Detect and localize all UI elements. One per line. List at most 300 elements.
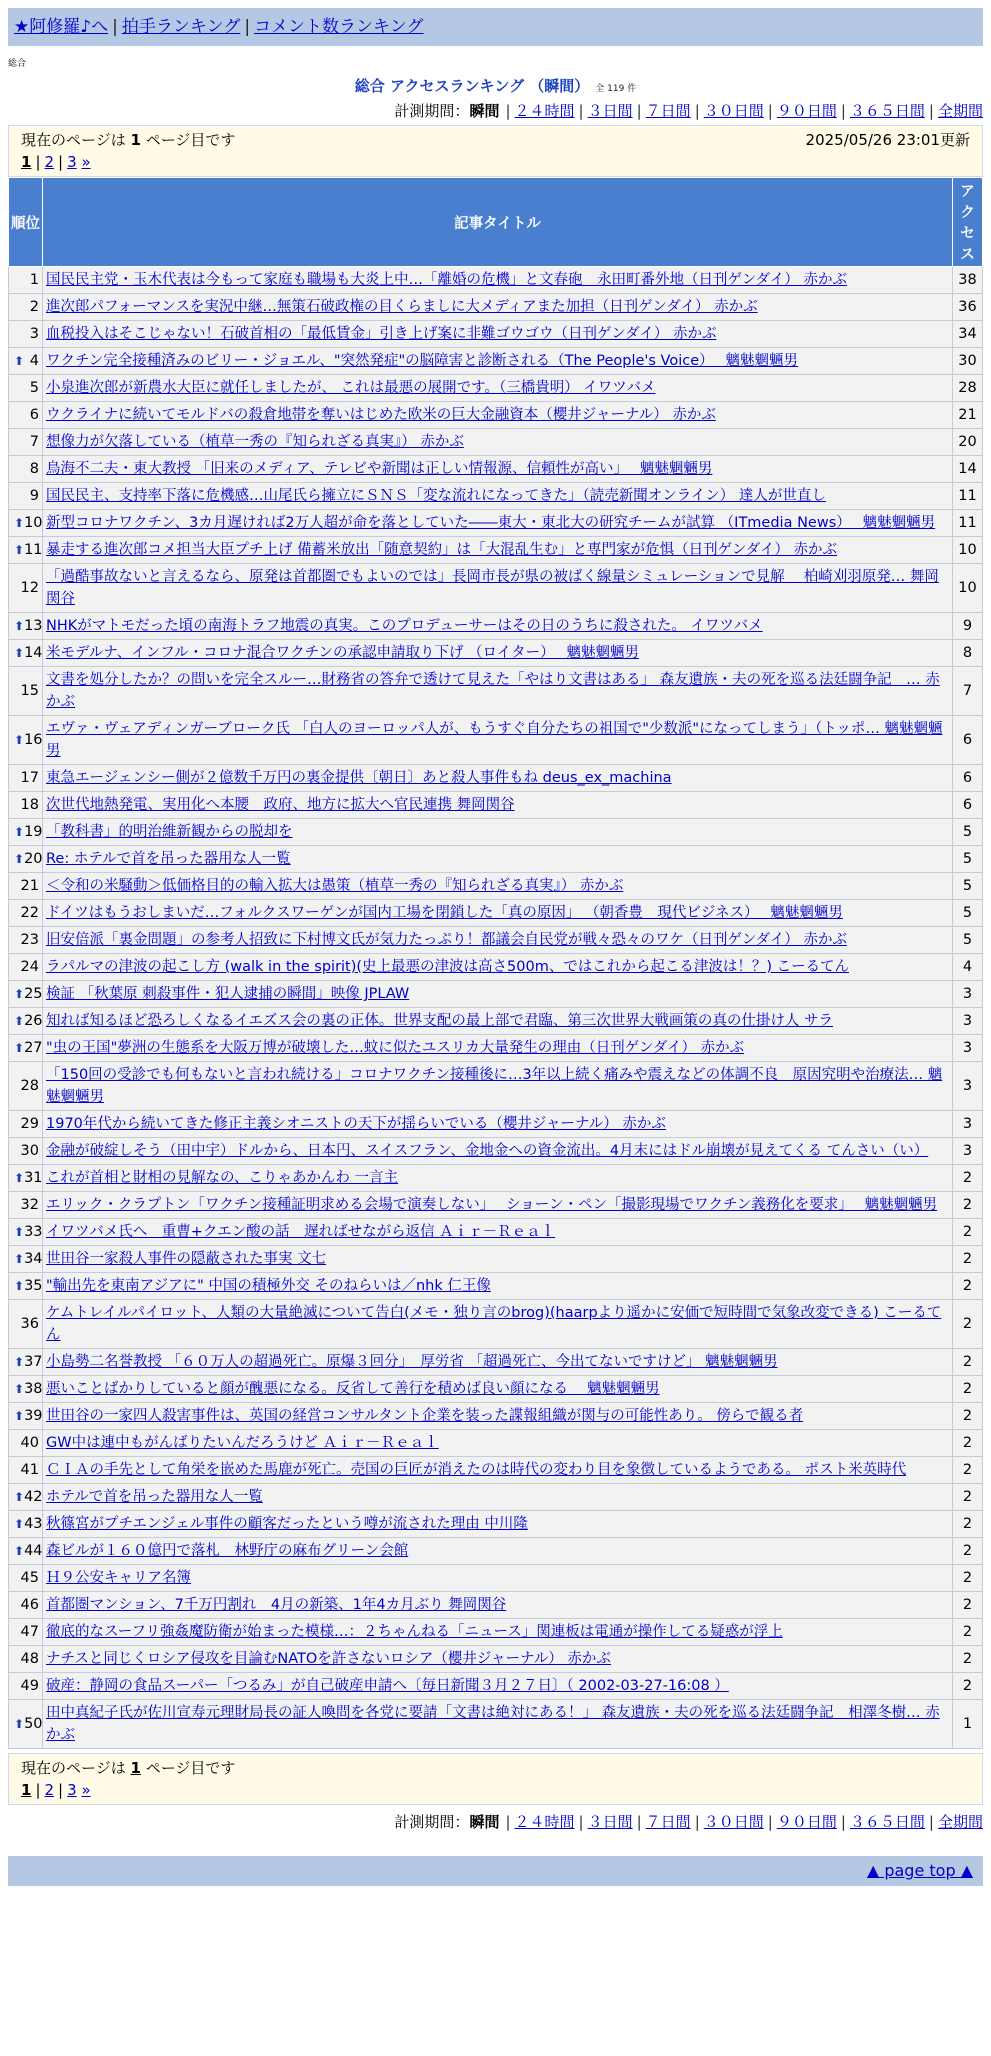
title-cell — [43, 321, 953, 348]
access-count: 2 — [953, 1165, 983, 1192]
table-row — [9, 267, 983, 294]
access-count: 11 — [953, 510, 983, 537]
table-row — [9, 402, 983, 429]
article-link[interactable]: ドイツはもうおしまいだ…フォルクスワーゲンが国内工場を閉鎖した「真の原因」 （朝香豊 現代ビジネス） 魑魅魍魎男 — [46, 905, 843, 921]
title-cell — [43, 348, 953, 375]
period-link[interactable]: 全期間 — [937, 102, 983, 120]
page-link[interactable]: 3 — [67, 1781, 77, 1799]
period-link[interactable]: 全期間 — [937, 1813, 983, 1831]
title-cell — [43, 1484, 953, 1511]
period-link[interactable]: ７日間 — [645, 102, 691, 120]
title-cell — [43, 1700, 953, 1749]
title-cell — [43, 402, 953, 429]
up-arrow-icon: ⬆ — [14, 354, 25, 368]
rank-number: 41 — [20, 1462, 39, 1478]
up-arrow-icon: ⬆ — [14, 1490, 25, 1504]
rank-cell — [9, 429, 43, 456]
table-row — [9, 873, 983, 900]
article-link[interactable]: 金融が破綻しそう（田中宇）ドルから、日本円、スイスフラン、金地金への資金流出。4月末にはドル崩壊が見えてくる てんさい（い） — [46, 1143, 929, 1159]
table-row — [9, 1565, 983, 1592]
article-link[interactable]: 森ビルが１６０億円で落札 林野庁の麻布グリーン会館 — [46, 1543, 409, 1559]
rank-cell — [9, 792, 43, 819]
table-row — [9, 819, 983, 846]
title-cell — [43, 1300, 953, 1349]
up-arrow-icon: ⬆ — [14, 1252, 25, 1266]
table-row — [9, 954, 983, 981]
article-link[interactable]: 国民民主党・玉木代表は今もって家庭も職場も大炎上中…「離婚の危機」と文春砲 永田町番外地（日刊ゲンダイ） 赤かぶ — [46, 272, 847, 288]
title-cell — [43, 640, 953, 667]
table-row — [9, 927, 983, 954]
up-arrow-icon: ⬆ — [14, 825, 25, 839]
access-count: 21 — [953, 402, 983, 429]
rank-cell — [9, 1403, 43, 1430]
page-link[interactable]: 2 — [44, 1781, 55, 1799]
rank-cell — [9, 927, 43, 954]
table-row — [9, 456, 983, 483]
period-link[interactable]: ２４時間 — [514, 1813, 575, 1831]
top-navigation: ★阿修羅♪へ | 拍手ランキング | コメント数ランキング — [8, 8, 983, 46]
article-link[interactable]: 国民民主、支持率下落に危機感…山尾氏ら擁立にＳＮＳ「変な流れになってきた」（読売新聞オンライン） 達人が世直し — [46, 488, 826, 504]
article-link[interactable]: 田中真紀子氏が佐川宣寿元理財局長の証人喚問を各党に要請「文書は絶対にある！」 森友遺族・夫の死を巡る法廷闘争記 相澤冬樹… 赤かぶ — [46, 1705, 940, 1743]
rank-cell — [9, 1565, 43, 1592]
pagination-bottom — [21, 1779, 970, 1801]
up-arrow-icon: ⬆ — [14, 733, 25, 747]
rank-cell — [9, 1138, 43, 1165]
rank-cell — [9, 900, 43, 927]
article-link[interactable]: 想像力が欠落している（植草一秀の『知られざる真実』） 赤かぶ — [46, 434, 464, 450]
rank-number: 16 — [24, 732, 43, 748]
rank-cell — [9, 1646, 43, 1673]
access-count: 3 — [953, 1008, 983, 1035]
table-row — [9, 1673, 983, 1700]
rank-cell — [9, 537, 43, 564]
rank-number: 33 — [24, 1224, 43, 1240]
article-link[interactable]: イワツバメ氏へ 重曹+クエン酸の話 遅ればせながら返信 Ａｉｒ－Ｒｅａｌ — [46, 1224, 556, 1240]
period-link[interactable]: ７日間 — [645, 1813, 691, 1831]
access-count: 5 — [953, 927, 983, 954]
rank-number: 12 — [20, 580, 39, 596]
separator: | — [35, 153, 41, 171]
title-cell — [43, 537, 953, 564]
rank-number: 45 — [20, 1570, 39, 1586]
article-link[interactable]: ＣＩＡの手先として角栄を嵌めた馬鹿が死亡。売国の巨匠が消えたのは時代の変わり目を象徴しているようである。 ポスト米英時代 — [46, 1462, 907, 1478]
article-link[interactable]: 小泉進次郎が新農水大臣に就任しましたが、 これは最悪の展開です。（三橋貴明） イワツバメ — [46, 380, 656, 396]
article-link[interactable]: 米モデルナ、インフル・コロナ混合ワクチンの承認申請取り下げ （ロイター） 魑魅魍魎男 — [46, 645, 639, 661]
period-link[interactable]: ９０日間 — [776, 102, 837, 120]
separator: | — [928, 1813, 934, 1831]
table-row — [9, 1246, 983, 1273]
article-link[interactable]: これが首相と財相の見解なの、こりゃあかんわ 一言主 — [46, 1170, 399, 1186]
rank-cell — [9, 846, 43, 873]
home-link[interactable]: ★阿修羅♪へ — [14, 17, 109, 37]
article-link[interactable]: NHKがマトモだった頃の南海トラフ地震の真実。このプロデューサーはその日のうちに殺された。 イワツバメ — [46, 618, 763, 634]
access-count: 2 — [953, 1376, 983, 1403]
title-cell — [43, 981, 953, 1008]
title-cell — [43, 429, 953, 456]
rank-number: 20 — [24, 851, 43, 867]
rank-number: 4 — [29, 353, 39, 369]
title-cell — [43, 1192, 953, 1219]
access-count: 2 — [953, 1673, 983, 1700]
article-link[interactable]: ホテルで首を吊った器用な人一覧 — [46, 1489, 263, 1505]
rank-number: 28 — [20, 1078, 39, 1094]
title-cell — [43, 1062, 953, 1111]
access-count: 2 — [953, 1219, 983, 1246]
rank-cell — [9, 981, 43, 1008]
table-row — [9, 1273, 983, 1300]
rank-number: 21 — [20, 878, 39, 894]
rank-cell — [9, 954, 43, 981]
article-link[interactable]: 進次郎パフォーマンスを実況中継…無策石破政権の目くらましに大メディアまた加担（日刊ゲンダイ） 赤かぶ — [46, 299, 758, 315]
separator: | — [578, 102, 584, 120]
up-arrow-icon: ⬆ — [14, 619, 25, 633]
article-link[interactable]: 知れば知るほど恐ろしくなるイエズス会の裏の正体。世界支配の最上部で君臨、第三次世界大戦画策の真の仕掛け人 サラ — [46, 1013, 834, 1029]
rank-cell — [9, 716, 43, 765]
article-link[interactable]: 文書を処分したか？の問いを完全スルー…財務省の答弁で透けて見えた「やはり文書はある」 森友遺族・夫の死を巡る法廷闘争記 … 赤かぶ — [46, 672, 940, 710]
article-link[interactable]: "虫の王国"夢洲の生態系を大阪万博が破壊した…蚊に似たユスリカ大量発生の理由（日刊ゲンダイ） 赤かぶ — [46, 1040, 745, 1056]
rank-cell — [9, 1376, 43, 1403]
access-header: アクセス — [953, 178, 983, 267]
table-row — [9, 765, 983, 792]
ranking-table — [8, 177, 983, 1749]
rank-cell — [9, 402, 43, 429]
title-cell — [43, 716, 953, 765]
table-row — [9, 1619, 983, 1646]
table-row — [9, 1457, 983, 1484]
page-link[interactable]: 2 — [44, 153, 55, 171]
rank-number: 11 — [24, 542, 43, 558]
title-cell — [43, 294, 953, 321]
rank-number: 39 — [24, 1408, 43, 1424]
up-arrow-icon: ⬆ — [14, 1171, 25, 1185]
rank-number: 8 — [29, 461, 39, 477]
table-row — [9, 483, 983, 510]
access-count: 3 — [953, 981, 983, 1008]
period-selector — [8, 100, 983, 121]
rank-cell — [9, 1219, 43, 1246]
title-cell — [43, 510, 953, 537]
rank-number: 47 — [20, 1624, 39, 1640]
comment-ranking-link[interactable]: コメント数ランキング — [254, 17, 424, 37]
access-count: 7 — [953, 667, 983, 716]
access-count: 2 — [953, 1457, 983, 1484]
separator: | — [767, 1813, 773, 1831]
up-arrow-icon: ⬆ — [14, 1544, 25, 1558]
access-count: 2 — [953, 1646, 983, 1673]
access-count: 2 — [953, 1484, 983, 1511]
period-link[interactable]: ３６５日間 — [849, 102, 925, 120]
up-arrow-icon: ⬆ — [14, 987, 25, 1001]
access-count: 6 — [953, 716, 983, 765]
article-link[interactable]: ラパルマの津波の起こし方 (walk in the spirit)(史上最悪の津波は高さ500m、ではこれから起こる津波は！？) こーるてん — [46, 959, 849, 975]
table-row — [9, 1165, 983, 1192]
article-link[interactable]: 首都圏マンション、7千万円割れ 4月の新築、1年4カ月ぶり 舞岡関谷 — [46, 1597, 507, 1613]
rank-number: 23 — [20, 932, 39, 948]
up-arrow-icon: ⬆ — [14, 1517, 25, 1531]
article-link[interactable]: ワクチン完全接種済みのビリー・ジョエル、"突然発症"の脳障害と診断される（The People's Voice） 魑魅魍魎男 — [46, 353, 799, 369]
title-cell — [43, 1538, 953, 1565]
access-count: 5 — [953, 846, 983, 873]
rank-number: 26 — [24, 1013, 43, 1029]
article-link[interactable]: 悪いことばかりしていると顔が醜悪になる。反省して善行を積めば良い顔になる 魑魅魍魎男 — [46, 1381, 660, 1397]
article-link[interactable]: 血税投入はそこじゃない！石破首相の「最低賃金」引き上げ案に非難ゴウゴウ（日刊ゲンダイ） 赤かぶ — [46, 326, 717, 342]
rank-cell — [9, 1511, 43, 1538]
rank-cell — [9, 1592, 43, 1619]
access-count: 2 — [953, 1592, 983, 1619]
table-row — [9, 846, 983, 873]
access-count: 38 — [953, 267, 983, 294]
table-row — [9, 1403, 983, 1430]
rank-number: 46 — [20, 1597, 39, 1613]
pagination — [21, 151, 970, 173]
rank-cell — [9, 294, 43, 321]
separator: | — [505, 1813, 511, 1831]
rank-number: 6 — [29, 407, 39, 423]
title-cell — [43, 765, 953, 792]
title-cell — [43, 1349, 953, 1376]
rank-number: 34 — [24, 1251, 43, 1267]
up-arrow-icon: ⬆ — [14, 852, 25, 866]
applause-ranking-link[interactable]: 拍手ランキング — [121, 17, 241, 37]
period-link[interactable]: ２４時間 — [514, 102, 575, 120]
article-link[interactable]: 小島勢二名誉教授 「６０万人の超過死亡。原爆３回分」 厚労省 「超過死亡、今出てないですけど」 魑魅魍魎男 — [46, 1354, 778, 1370]
title-cell — [43, 819, 953, 846]
article-link[interactable]: Ｈ９公安キャリア名簿 — [46, 1570, 191, 1586]
rank-number: 37 — [24, 1354, 43, 1370]
title-cell — [43, 1673, 953, 1700]
page-info-bar-bottom — [8, 1753, 983, 1805]
article-link[interactable]: 「過酷事故ないと言えるなら、原発は首都圏でもよいのでは」長岡市長が県の被ばく線量シミュレーションで見解 柏崎刈羽原発… 舞岡関谷 — [46, 569, 939, 607]
access-count: 2 — [953, 1403, 983, 1430]
up-arrow-icon: ⬆ — [14, 1041, 25, 1055]
up-arrow-icon: ⬆ — [14, 1409, 25, 1423]
article-link[interactable]: エリック・クラプトン「ワクチン接種証明求める会場で演奏しない」 ショーン・ペン「撮影現場でワクチン義務化を要求」 魑魅魍魎男 — [46, 1197, 938, 1213]
title-cell — [43, 1138, 953, 1165]
access-count: 10 — [953, 537, 983, 564]
article-link[interactable]: ナチスと同じくロシア侵攻を目論むNATOを許さないロシア（櫻井ジャーナル） 赤かぶ — [46, 1651, 611, 1667]
access-count: 10 — [953, 564, 983, 613]
title-cell — [43, 1008, 953, 1035]
rank-number: 5 — [29, 380, 39, 396]
period-link[interactable]: ３日間 — [587, 102, 633, 120]
up-arrow-icon: ⬆ — [14, 1382, 25, 1396]
rank-cell — [9, 510, 43, 537]
rank-number: 17 — [20, 770, 39, 786]
table-row — [9, 1376, 983, 1403]
rank-cell — [9, 483, 43, 510]
article-link[interactable]: 世田谷の一家四人殺害事件は、英国の経営コンサルタント企業を装った諜報組織が関与の可能性あり。 傍らで観る者 — [46, 1408, 804, 1424]
rank-number: 30 — [20, 1143, 39, 1159]
separator: | — [636, 102, 642, 120]
article-link[interactable]: 暴走する進次郎コメ担当大臣プチ上げ 備蓄米放出「随意契約」は「大混乱生む」と専門家が危惧（日刊ゲンダイ） 赤かぶ — [46, 542, 838, 558]
table-row — [9, 1035, 983, 1062]
title-cell — [43, 1273, 953, 1300]
access-count: 30 — [953, 348, 983, 375]
rank-cell — [9, 1062, 43, 1111]
rank-number: 44 — [24, 1543, 43, 1559]
page-link[interactable]: 3 — [67, 153, 77, 171]
table-row — [9, 348, 983, 375]
table-row — [9, 981, 983, 1008]
rank-cell — [9, 1619, 43, 1646]
article-link[interactable]: 世田谷一家殺人事件の隠蔽された事実 文七 — [46, 1251, 327, 1267]
article-link[interactable]: ＜令和の米騒動＞低価格目的の輸入拡大は愚策（植草一秀の『知られざる真実』） 赤かぶ — [46, 878, 624, 894]
rank-number: 36 — [20, 1316, 39, 1332]
title-cell — [43, 267, 953, 294]
rank-number: 1 — [29, 272, 39, 288]
table-row — [9, 1219, 983, 1246]
separator: | — [694, 1813, 700, 1831]
access-count: 3 — [953, 1111, 983, 1138]
access-count: 20 — [953, 429, 983, 456]
rank-number: 25 — [24, 986, 43, 1002]
current-page: 1 — [21, 1781, 32, 1799]
access-count: 9 — [953, 613, 983, 640]
article-link[interactable]: 「教科書」的明治維新観からの脱却を — [46, 824, 293, 840]
table-row — [9, 294, 983, 321]
rank-cell — [9, 1484, 43, 1511]
period-link[interactable]: ９０日間 — [776, 1813, 837, 1831]
title-cell — [43, 1430, 953, 1457]
separator: | — [840, 1813, 846, 1831]
period-link[interactable]: ３日間 — [587, 1813, 633, 1831]
next-page-link[interactable]: » — [81, 1781, 91, 1799]
access-count: 1 — [953, 1700, 983, 1749]
period-label: 計測期間： — [394, 102, 470, 120]
article-link[interactable]: 検証 「秋葉原 刺殺事件・犯人逮捕の瞬間」映像 JPLAW — [46, 986, 410, 1002]
page-title-row — [0, 75, 991, 96]
rank-cell — [9, 667, 43, 716]
title-cell — [43, 1111, 953, 1138]
rank-number: 18 — [20, 797, 39, 813]
separator: | — [505, 102, 511, 120]
article-link[interactable]: 徹底的なスーフリ強姦魔防衛が始まった模様…：２ちゃんねる「ニュース」関連板は電通が操作してる疑惑が浮上 — [46, 1624, 783, 1640]
article-link[interactable]: 秋篠宮がプチエンジェル事件の顧客だったという噂が流された理由 中川隆 — [46, 1516, 528, 1532]
access-count: 5 — [953, 819, 983, 846]
table-row — [9, 1538, 983, 1565]
article-link[interactable]: 1970年代から続いてきた修正主義シオニストの天下が揺らいでいる（櫻井ジャーナル） 赤かぶ — [46, 1116, 666, 1132]
separator: | — [58, 153, 64, 171]
access-count: 2 — [953, 1538, 983, 1565]
article-link[interactable]: エヴァ・ヴェアディンガーブローク氏 「白人のヨーロッパ人が、もうすぐ自分たちの祖国で"少数派"になってしまう」（トッポ… 魑魅魍魎男 — [46, 721, 943, 759]
title-cell — [43, 1219, 953, 1246]
article-link[interactable]: ウクライナに続いてモルドバの殺倉地帯を奪いはじめた欧米の巨大金融資本（櫻井ジャーナル） 赤かぶ — [46, 407, 716, 423]
up-arrow-icon: ⬆ — [14, 543, 25, 557]
title-cell — [43, 954, 953, 981]
access-count: 2 — [953, 1300, 983, 1349]
rank-cell — [9, 1111, 43, 1138]
category-label: 総合 — [8, 59, 27, 69]
table-row — [9, 537, 983, 564]
rank-cell — [9, 1273, 43, 1300]
rank-number: 49 — [20, 1678, 39, 1694]
up-arrow-icon: ⬆ — [14, 1225, 25, 1239]
access-count: 3 — [953, 1138, 983, 1165]
article-link[interactable]: GW中は連中もがんばりたいんだろうけど Ａｉｒ－Ｒｅａｌ — [46, 1435, 439, 1451]
period-selector-bottom — [8, 1811, 983, 1832]
title-cell — [43, 613, 953, 640]
article-link[interactable]: 破産：静岡の食品スーパー「つるみ」が自己破産申請へ〔毎日新聞３月２７日〕（ 2002-03-27-16:08 ） — [46, 1678, 729, 1694]
table-row — [9, 1192, 983, 1219]
rank-cell — [9, 613, 43, 640]
period-link[interactable]: ３０日間 — [703, 102, 764, 120]
rank-number: 2 — [29, 299, 39, 315]
article-link[interactable]: 新型コロナワクチン、3カ月遅ければ2万人超が命を落としていた――東大・東北大の研究チームが試算 （ITmedia News） 魑魅魍魎男 — [46, 515, 936, 531]
access-count: 2 — [953, 1511, 983, 1538]
access-count: 2 — [953, 1273, 983, 1300]
title-cell — [43, 1246, 953, 1273]
rank-cell — [9, 1700, 43, 1749]
rank-cell — [9, 1457, 43, 1484]
table-row — [9, 640, 983, 667]
title-cell — [43, 1565, 953, 1592]
page-info-bar — [8, 125, 983, 177]
period-link[interactable]: ３０日間 — [703, 1813, 764, 1831]
article-link[interactable]: 「150回の受診でも何もないと言われ続ける」コロナワクチン接種後に…3年以上続く痛みや震えなどの体調不良 原因究明や治療法… 魑魅魍魎男 — [46, 1067, 943, 1105]
rank-cell — [9, 1165, 43, 1192]
access-count: 2 — [953, 1619, 983, 1646]
rank-number: 35 — [24, 1278, 43, 1294]
table-row — [9, 1008, 983, 1035]
access-count: 28 — [953, 375, 983, 402]
article-link[interactable]: ケムトレイルパイロット、人類の大量絶滅について告白(メモ・独り言のbrog)(haarpより遥かに安価で短時間で気象改変できる) こーるてん — [46, 1305, 942, 1343]
period-link[interactable]: ３６５日間 — [849, 1813, 925, 1831]
rank-number: 42 — [24, 1489, 43, 1505]
page-top-link[interactable]: ▲ page top ▲ — [866, 1861, 973, 1880]
table-row — [9, 1300, 983, 1349]
separator: | — [928, 102, 934, 120]
title-cell — [43, 1511, 953, 1538]
separator: | — [694, 102, 700, 120]
access-count: 6 — [953, 765, 983, 792]
title-cell — [43, 1457, 953, 1484]
rank-number: 31 — [24, 1170, 43, 1186]
rank-cell — [9, 819, 43, 846]
article-link[interactable]: Re: ホテルで首を吊った器用な人一覧 — [46, 851, 291, 867]
rank-number: 27 — [24, 1040, 43, 1056]
access-count: 5 — [953, 900, 983, 927]
access-count: 2 — [953, 1430, 983, 1457]
access-count: 3 — [953, 1035, 983, 1062]
access-count: 8 — [953, 640, 983, 667]
period-current: 瞬間 — [469, 102, 500, 120]
title-cell — [43, 927, 953, 954]
rank-cell — [9, 564, 43, 613]
article-link[interactable]: 旧安倍派「裏金問題」の参考人招致に下村博文氏が気力たっぷり！都議会自民党が戦々恐々のワケ（日刊ゲンダイ） 赤かぶ — [46, 932, 847, 948]
article-link[interactable]: 次世代地熱発電、実用化へ本腰 政府、地方に拡大へ官民連携 舞岡関谷 — [46, 797, 515, 813]
separator: | — [578, 1813, 584, 1831]
article-link[interactable]: 東急エージェンシー側が２億数千万円の裏金提供〔朝日〕あと殺人事件もね deus_ex_machina — [46, 770, 672, 786]
rank-cell — [9, 1035, 43, 1062]
title-header: 記事タイトル — [43, 178, 953, 267]
rank-cell — [9, 1246, 43, 1273]
article-link[interactable]: 鳥海不二夫・東大教授 「旧来のメディア、テレビや新聞は正しい情報源、信頼性が高い」 魑魅魍魎男 — [46, 461, 713, 477]
rank-cell — [9, 640, 43, 667]
rank-cell — [9, 456, 43, 483]
access-count: 2 — [953, 1192, 983, 1219]
next-page-link[interactable]: » — [81, 153, 91, 171]
article-link[interactable]: "輸出先を東南アジアに" 中国の積極外交 そのねらいは／nhk 仁王像 — [46, 1278, 491, 1294]
table-row — [9, 1592, 983, 1619]
rank-number: 50 — [24, 1716, 43, 1732]
access-count: 5 — [953, 873, 983, 900]
rank-cell — [9, 1300, 43, 1349]
up-arrow-icon: ⬆ — [14, 1355, 25, 1369]
table-row — [9, 1646, 983, 1673]
rank-cell — [9, 375, 43, 402]
table-row — [9, 429, 983, 456]
table-row — [9, 1062, 983, 1111]
